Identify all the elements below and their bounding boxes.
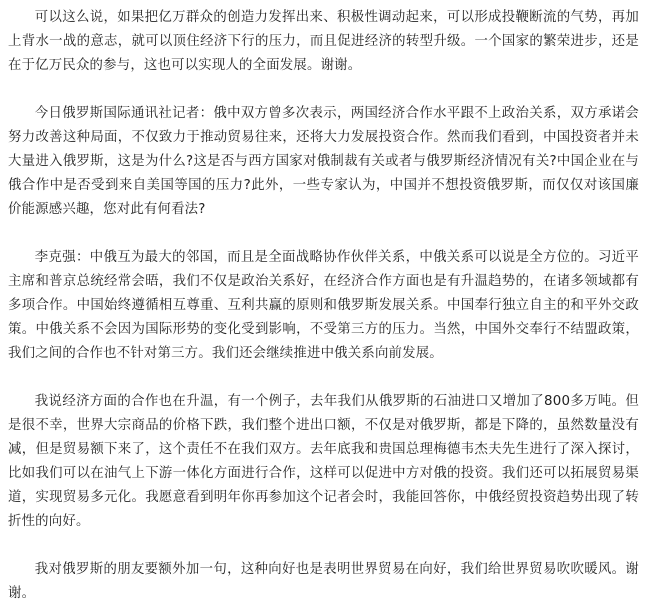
paragraph-2: 今日俄罗斯国际通讯社记者：俄中双方曾多次表示，两国经济合作水平跟不上政治关系，双方承诺会努力改善这种局面，不仅致力于推动贸易往来，还将大力发展投资合作。然而我们看到，中国投资者并未大量进入俄罗斯，这是为什么?这是否与西方国家对俄制裁有关或者与俄罗斯经济情况有关?中国企业在与俄合作中是否受到来自美国等国的压力?此外，一些专家认为，中国并不想投资俄罗斯，而仅仅对该国廉价能源感兴趣，您对此有何看法? [8,106,639,217]
paragraph-1: 可以这么说，如果把亿万群众的创造力发挥出来、积极性调动起来，可以形成投鞭断流的气势，再加上背水一战的意志，就可以顶住经济下行的压力，而且促进经济的转型升级。一个国家的繁荣进步，还是在于亿万民众的参与，这也可以实现人的全面发展。谢谢。 [8,10,639,73]
paragraph-3: 李克强：中俄互为最大的邻国，而且是全面战略协作伙伴关系，中俄关系可以说是全方位的。习近平主席和普京总统经常会晤，我们不仅是政治关系好，在经济合作方面也是有升温趋势的，在诸多领域都有多项合作。中国始终遵循相互尊重、互利共赢的原则和俄罗斯发展关系。中国奉行独立自主的和平外交政策。中俄关系不会因为国际形势的变化受到影响，不受第三方的压力。当然，中国外交奉行不结盟政策，我们之间的合作也不针对第三方。我们还会继续推进中俄关系向前发展。 [8,250,639,361]
paragraph-4: 我说经济方面的合作也在升温，有一个例子，去年我们从俄罗斯的石油进口又增加了800多万吨。但是很不幸，世界大宗商品的价格下跌，我们整个进出口额，不仅是对俄罗斯，都是下降的，虽然数量没有减，但是贸易额下来了，这个责任不在我们双方。去年底我和贵国总理梅德韦杰夫先生进行了深入探讨，比如我们可以在油气上下游一体化方面进行合作，这样可以促进中方对俄的投资。我们还可以拓展贸易渠道，实现贸易多元化。我愿意看到明年你再参加这个记者会时，我能回答你，中俄经贸投资趋势出现了转折性的向好。 [8,394,639,529]
paragraph-5: 我对俄罗斯的朋友要额外加一句，这种向好也是表明世界贸易在向好，我们给世界贸易吹吹暖风。谢谢。 [8,562,639,601]
